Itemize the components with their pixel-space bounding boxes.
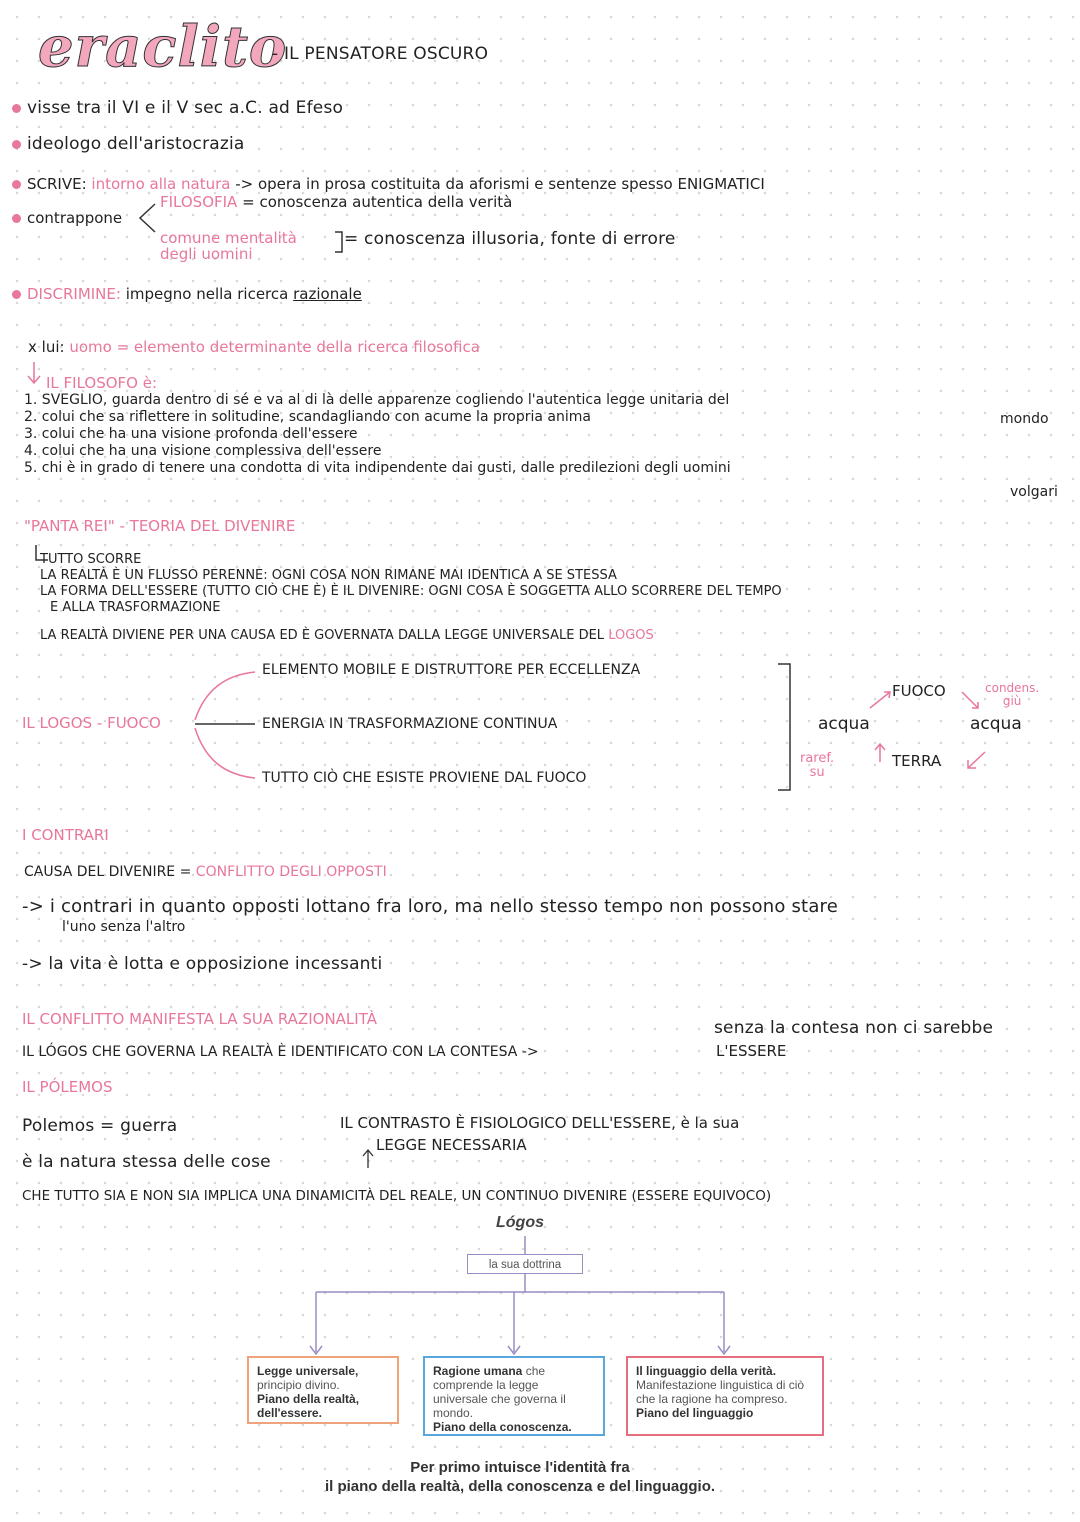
- cycle-fuoco: FUOCO: [892, 682, 946, 700]
- contrappone-label: contrappone: [12, 209, 122, 227]
- panta-rei-lines: [40, 552, 782, 616]
- contrasto-line-1: IL CONTRASTO È FISIOLOGICO DELL'ESSERE, è la sua: [340, 1114, 740, 1132]
- bullet-icon: [12, 290, 21, 299]
- bullet-icon: [12, 180, 21, 189]
- filosofo-label: IL FILOSOFO è:: [46, 374, 158, 392]
- logos-branch-3: TUTTO CIÒ CHE ESISTE PROVIENE DAL FUOCO: [262, 770, 587, 786]
- diagram-title: Lógos: [496, 1214, 544, 1231]
- discrimine-line: DISCRIMINE: impegno nella ricerca razionale: [12, 285, 362, 303]
- list-item: LA FORMA DELL'ESSERE (TUTTO CIÒ CHE È) È IL DIVENIRE: OGNI COSA È SOGGETTA ALLO SCORRERE DEL TEMPO: [40, 584, 782, 599]
- lui-line: x lui: uomo = elemento determinante della ricerca filosofica: [28, 338, 480, 356]
- natura-line: è la natura stessa delle cose: [22, 1152, 271, 1172]
- comune-definition: = conoscenza illusoria, fonte di errore: [344, 229, 676, 249]
- diagram-box-realta: Legge universale, principio divino. Piano della realtà, dell'essere.: [247, 1356, 399, 1424]
- diagram-caption: Per primo intuisce l'identità fra il piano della realtà, della conoscenza e del linguaggio.: [324, 1459, 716, 1495]
- cycle-raref: raref. su: [800, 751, 835, 780]
- contrari-line-2: -> la vita è lotta e opposizione incessanti: [22, 954, 383, 974]
- contrari-line-1: -> i contrari in quanto opposti lottano fra loro, ma nello stesso tempo non possono stare: [22, 896, 839, 917]
- panta-rei-logos-line: LA REALTÀ DIVIENE PER UNA CAUSA ED È GOVERNATA DALLA LEGGE UNIVERSALE DEL LOGOS: [40, 628, 654, 643]
- page-subtitle: - IL PENSATORE OSCURO: [272, 44, 489, 64]
- bullet-icon: [12, 140, 21, 149]
- logos-branch-1: ELEMENTO MOBILE E DISTRUTTORE PER ECCELLENZA: [262, 662, 641, 678]
- conflitto-line-1: IL LÓGOS CHE GOVERNA LA REALTÀ È IDENTIFICATO CON LA CONTESA ->: [22, 1044, 539, 1060]
- contesa-note-bottom: L'ESSERE: [716, 1042, 787, 1060]
- comune-mentalita: comune mentalità degli uomini: [160, 229, 297, 263]
- volgari-word: volgari: [1010, 484, 1058, 500]
- list-item: 4. colui che ha una visione complessiva dell'essere: [24, 443, 382, 459]
- diagram-box-linguaggio: Il linguaggio della verità. Manifestazione linguistica di ciò che la ragione ha compreso. Piano del linguaggio: [626, 1356, 824, 1436]
- cycle-terra: TERRA: [892, 752, 942, 770]
- contrasto-line-2: LEGGE NECESSARIA: [376, 1136, 527, 1154]
- list-item: 2. colui che sa riflettere in solitudine, scandagliando con acume la propria anima: [24, 409, 591, 425]
- logos-fuoco-label: IL LOGOS - FUOCO: [22, 714, 161, 732]
- diagram-root: la sua dottrina: [467, 1254, 583, 1274]
- list-item: 1. SVEGLIO, guarda dentro di sé e va al di là delle apparenze cogliendo l'autentica legge unitaria del: [24, 392, 730, 408]
- list-item: 3. colui che ha una visione profonda dell'essere: [24, 426, 358, 442]
- cycle-condens: condens. giù: [985, 681, 1040, 708]
- page-title: eraclito: [38, 14, 288, 80]
- intro-line-2: ideologo dell'aristocrazia: [12, 134, 245, 154]
- polemos-heading: IL PÓLEMOS: [22, 1078, 113, 1096]
- bullet-icon: [12, 214, 21, 223]
- list-item: LA REALTÀ È UN FLUSSO PERENNE: OGNI COSA NON RIMANE MAI IDENTICA A SE STESSA: [40, 568, 617, 583]
- intro-line-1: visse tra il VI e il V sec a.C. ad Efeso: [12, 98, 343, 118]
- cycle-acqua-right: acqua: [970, 714, 1022, 734]
- list-item: E ALLA TRASFORMAZIONE: [50, 600, 221, 615]
- contrari-line-1b: l'uno senza l'altro: [62, 919, 186, 935]
- filosofo-list: [24, 392, 731, 477]
- list-item: TUTTO SCORRE: [40, 552, 142, 567]
- filosofia-line: FILOSOFIA = conoscenza autentica della verità: [160, 193, 513, 211]
- logos-branch-2: ENERGIA IN TRASFORMAZIONE CONTINUA: [262, 716, 558, 732]
- list-item: 5. chi è in grado di tenere una condotta di vita indipendente dai gusti, dalle predilezioni degli uomini: [24, 460, 731, 476]
- bullet-icon: [12, 104, 21, 113]
- mondo-word: mondo: [1000, 411, 1049, 427]
- panta-rei-heading: "PANTA REI" - TEORIA DEL DIVENIRE: [24, 517, 296, 535]
- dinamicita-line: CHE TUTTO SIA E NON SIA IMPLICA UNA DINAMICITÀ DEL REALE, UN CONTINUO DIVENIRE (ESSERE EQUIVOCO): [22, 1188, 772, 1204]
- polemos-line: Polemos = guerra: [22, 1116, 178, 1136]
- diagram-box-conoscenza: Ragione umana che comprende la legge universale che governa il mondo. Piano della conoscenza.: [423, 1356, 605, 1436]
- scrive-line: SCRIVE: intorno alla natura -> opera in prosa costituita da aforismi e sentenze spesso ENIGMATICI: [12, 175, 765, 193]
- contrari-heading: I CONTRARI: [22, 826, 109, 844]
- causa-line: CAUSA DEL DIVENIRE = CONFLITTO DEGLI OPPOSTI: [24, 864, 387, 880]
- cycle-acqua-left: acqua: [818, 714, 870, 734]
- conflitto-heading: IL CONFLITTO MANIFESTA LA SUA RAZIONALITÀ: [22, 1010, 377, 1028]
- contesa-note-top: senza la contesa non ci sarebbe: [714, 1018, 994, 1038]
